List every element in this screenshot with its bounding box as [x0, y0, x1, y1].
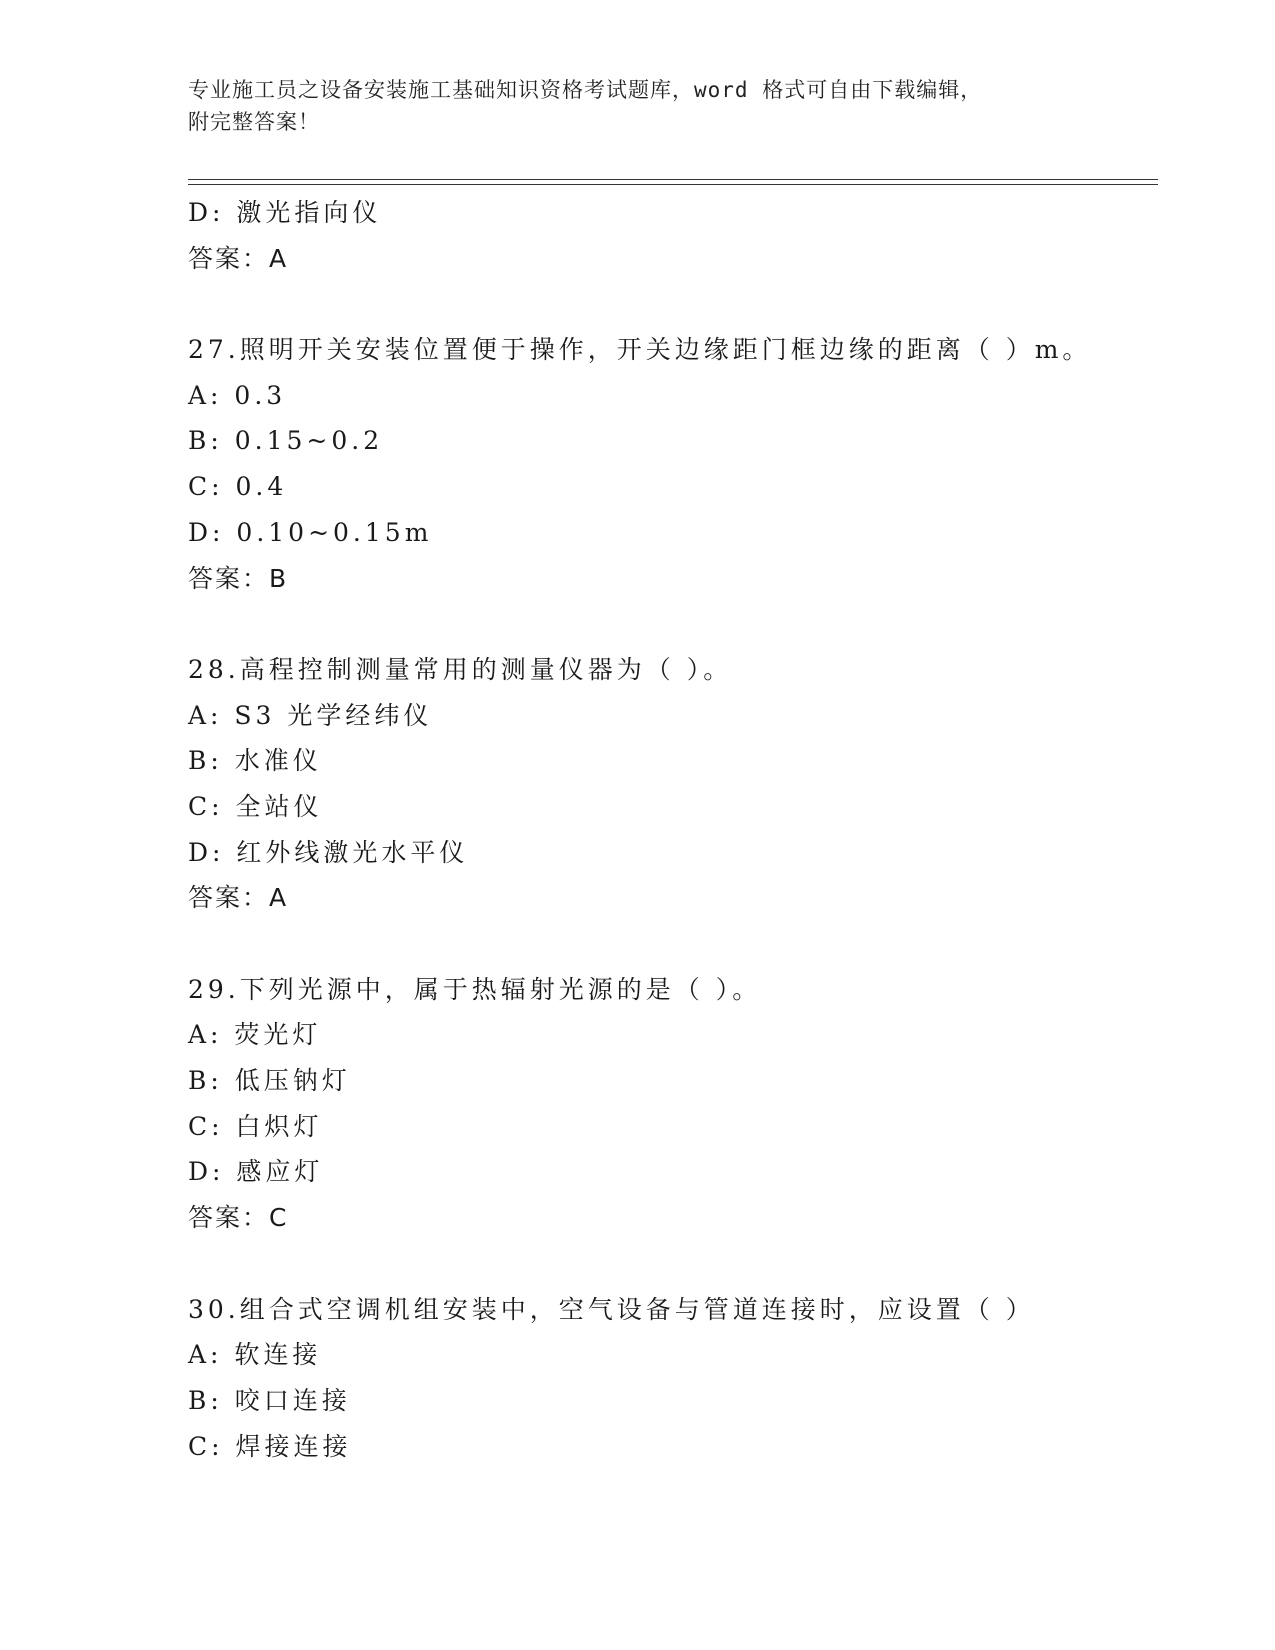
question-28-option-b: B: 水准仪 [188, 746, 322, 776]
header-divider-bottom [188, 184, 1158, 185]
question-27-option-c: C: 0.4 [188, 472, 288, 502]
question-29-option-c: C: 白炽灯 [188, 1111, 323, 1141]
question-28-option-a: A: S3 光学经纬仪 [188, 700, 433, 730]
question-28-option-c: C: 全站仪 [188, 791, 323, 821]
question-30-option-c: C: 焊接连接 [188, 1431, 352, 1461]
question-27-option-b: B: 0.15~0.2 [188, 426, 384, 456]
header-line-2: 附完整答案！ [188, 110, 320, 134]
question-28-answer: 答案：A [188, 883, 289, 913]
header-divider-top [188, 179, 1158, 180]
question-28-text: 28.高程控制测量常用的测量仪器为（ ）。 [188, 654, 733, 684]
question-29-option-b: B: 低压钠灯 [188, 1066, 351, 1096]
question-list [188, 190, 1168, 1469]
question-27-option-d: D: 0.10~0.15m [188, 517, 433, 547]
header-line-1: 专业施工员之设备安装施工基础知识资格考试题库，word 格式可自由下载编辑， [188, 78, 983, 102]
spacer [188, 601, 1168, 647]
question-27-answer: 答案：B [188, 563, 289, 593]
question-30-option-b: B: 咬口连接 [188, 1385, 351, 1415]
spacer [188, 281, 1168, 327]
question-29-option-d: D: 感应灯 [188, 1157, 324, 1187]
question-28-option-d: D: 红外线激光水平仪 [188, 837, 469, 867]
question-27-option-a: A: 0.3 [188, 380, 287, 410]
document-header [188, 74, 1088, 138]
prev-option-d: D: 激光指向仪 [188, 198, 382, 227]
question-29-answer: 答案：C [188, 1203, 289, 1233]
question-29-text: 29.下列光源中，属于热辐射光源的是（ ）。 [188, 974, 762, 1004]
question-29-option-a: A: 荧光灯 [188, 1020, 322, 1050]
question-27-text: 27.照明开关安装位置便于操作，开关边缘距门框边缘的距离（ ）m。 [188, 335, 1092, 365]
prev-answer: 答案：A [188, 243, 289, 273]
spacer [188, 1241, 1168, 1287]
question-30-text: 30.组合式空调机组安装中，空气设备与管道连接时，应设置（ ） [188, 1294, 1035, 1324]
question-30-option-a: A: 软连接 [188, 1340, 322, 1370]
spacer [188, 921, 1168, 967]
